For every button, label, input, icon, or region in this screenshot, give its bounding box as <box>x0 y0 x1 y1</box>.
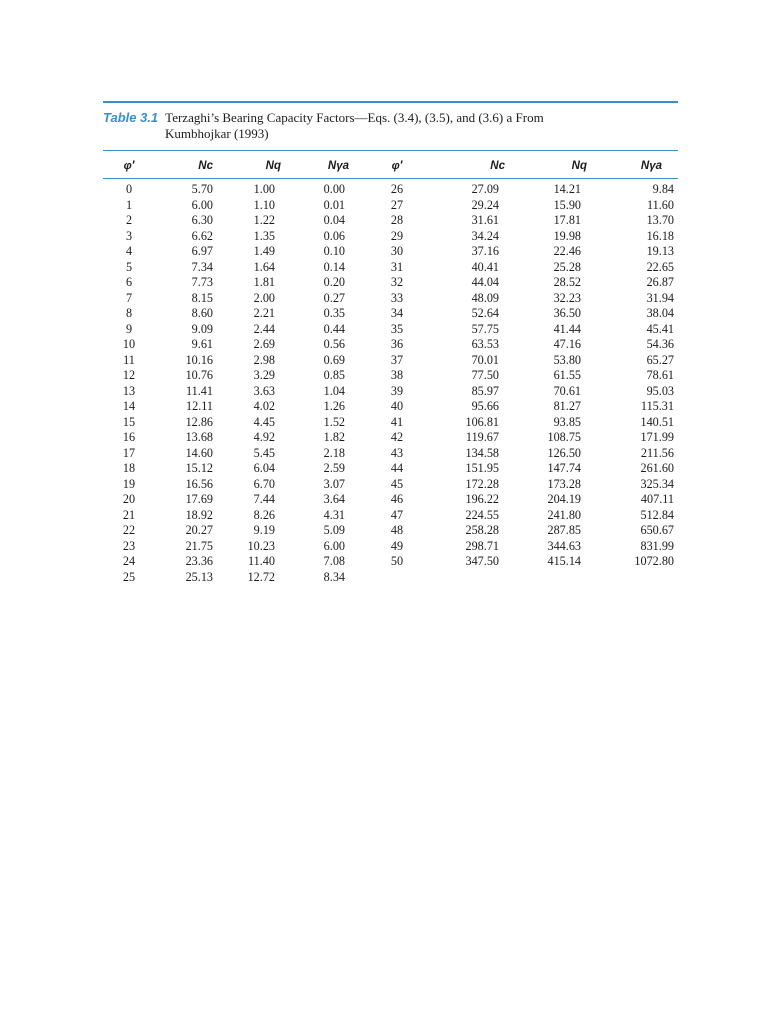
cell-phi-right: 38 <box>390 368 404 382</box>
header-phi-left: φ′ <box>123 159 135 172</box>
cell-nq-right: 17.81 <box>553 213 581 227</box>
table-row <box>103 477 678 493</box>
cell-phi-left: 6 <box>125 275 133 289</box>
cell-nc-left: 12.11 <box>186 399 213 413</box>
table-row <box>103 461 678 477</box>
cell-phi-right <box>365 570 429 586</box>
cell-ngamma-right: 512.84 <box>640 507 674 522</box>
cell-nc-right: 37.16 <box>471 244 499 258</box>
cell-phi-right: 35 <box>390 321 404 336</box>
cell-phi-right: 39 <box>390 383 404 398</box>
cell-nc-left: 8.60 <box>191 306 213 320</box>
table-row <box>103 337 678 353</box>
cell-phi-right: 50 <box>390 554 404 568</box>
cell-ngamma-right: 1072.80 <box>634 554 674 568</box>
cell-nc-right: 44.04 <box>471 275 499 289</box>
cell-nq-right: 15.90 <box>553 197 581 212</box>
cell-ngamma-right: 115.31 <box>640 399 674 413</box>
cell-nc-right: 95.66 <box>471 399 499 413</box>
cell-phi-right: 48 <box>390 523 404 537</box>
cell-nq-right: 108.75 <box>547 430 581 444</box>
cell-nc-right: 63.53 <box>471 337 499 351</box>
cell-nq-right: 204.19 <box>547 492 581 506</box>
cell-phi-right: 40 <box>390 399 404 413</box>
cell-ngamma-left: 0.14 <box>323 259 345 274</box>
table-row <box>103 368 678 384</box>
cell-nc-right: 48.09 <box>471 290 499 305</box>
cell-ngamma-left: 0.35 <box>323 306 345 320</box>
cell-ngamma-right: 22.65 <box>646 259 674 274</box>
cell-nc-left: 13.68 <box>185 430 213 444</box>
cell-phi-left: 13 <box>122 383 136 398</box>
cell-nq-left: 8.26 <box>253 507 275 522</box>
cell-phi-right: 32 <box>390 275 404 289</box>
cell-ngamma-left: 0.27 <box>323 290 345 305</box>
cell-phi-left: 18 <box>122 461 136 475</box>
cell-nq-right: 147.74 <box>547 461 581 475</box>
cell-ngamma-right: 31.94 <box>646 290 674 305</box>
cell-phi-left: 19 <box>122 476 136 491</box>
cell-nq-left: 1.49 <box>253 244 275 258</box>
cell-nq-right: 53.80 <box>553 352 581 367</box>
cell-nq-right: 344.63 <box>547 538 581 553</box>
cell-nq-left: 2.00 <box>253 290 275 305</box>
cell-phi-right: 28 <box>390 213 404 227</box>
cell-phi-right: 31 <box>390 259 404 274</box>
table-title-line-2: Kumbhojkar (1993) <box>165 126 269 141</box>
cell-nq-left: 1.22 <box>253 213 275 227</box>
table-title-line-1: Terzaghi’s Bearing Capacity Factors—Eqs. (3.4), (3.5), and (3.6) a From <box>165 110 544 125</box>
cell-nc-left: 15.12 <box>185 461 213 475</box>
cell-nc-right: 57.75 <box>471 321 499 336</box>
cell-nc-left: 7.34 <box>191 259 213 274</box>
cell-nc-left: 17.69 <box>185 492 213 506</box>
cell-nc-left: 16.56 <box>185 476 213 491</box>
cell-ngamma-left: 6.00 <box>323 538 345 553</box>
cell-ngamma-left: 1.26 <box>323 399 345 413</box>
cell-nq-right: 47.16 <box>553 337 581 351</box>
cell-nc-right: 347.50 <box>465 554 499 568</box>
table-row <box>103 492 678 508</box>
cell-nq-left: 2.44 <box>253 321 275 336</box>
cell-nq-right: 14.21 <box>553 182 581 196</box>
cell-ngamma-left: 2.18 <box>323 445 345 460</box>
cell-nc-left: 8.15 <box>191 290 213 305</box>
cell-phi-left: 17 <box>122 445 136 460</box>
cell-nq-right: 173.28 <box>547 476 581 491</box>
cell-ngamma-right: 831.99 <box>640 538 674 553</box>
cell-nq-left: 6.04 <box>253 461 275 475</box>
cell-ngamma-right: 65.27 <box>646 352 674 367</box>
cell-nc-right: 196.22 <box>465 492 499 506</box>
cell-ngamma-left: 7.08 <box>323 554 345 568</box>
cell-nc-right: 151.95 <box>465 461 499 475</box>
cell-phi-left: 22 <box>122 523 136 537</box>
cell-nc-right: 172.28 <box>465 476 499 491</box>
cell-ngamma-right: 9.84 <box>652 182 674 196</box>
cell-ngamma-left: 8.34 <box>323 569 345 584</box>
cell-phi-right: 29 <box>390 228 404 243</box>
cell-nq-right: 22.46 <box>553 244 581 258</box>
cell-phi-right: 33 <box>390 290 404 305</box>
cell-phi-left: 21 <box>122 507 136 522</box>
cell-nc-right: 119.67 <box>465 430 499 444</box>
cell-nq-left: 1.35 <box>253 228 275 243</box>
cell-nq-right: 415.14 <box>547 554 581 568</box>
table-header-top-rule <box>103 150 678 151</box>
table-row <box>103 446 678 462</box>
cell-nc-right: 40.41 <box>471 259 499 274</box>
cell-ngamma-right: 140.51 <box>640 414 674 429</box>
cell-ngamma-right: 26.87 <box>646 275 674 289</box>
cell-ngamma-left: 0.20 <box>323 275 345 289</box>
cell-nq-right: 36.50 <box>553 306 581 320</box>
cell-phi-left: 23 <box>122 538 136 553</box>
cell-nq-left: 9.19 <box>253 523 275 537</box>
table-row <box>103 570 678 586</box>
cell-ngamma-left: 0.06 <box>323 228 345 243</box>
table-label: Table 3.1 <box>103 110 159 125</box>
cell-nc-left: 10.16 <box>185 352 213 367</box>
table-row <box>103 275 678 291</box>
cell-nc-left: 12.86 <box>185 414 213 429</box>
cell-ngamma-right: 38.04 <box>646 306 674 320</box>
cell-phi-right: 34 <box>390 306 404 320</box>
cell-nc-right: 224.55 <box>465 507 499 522</box>
table-row <box>103 198 678 214</box>
cell-nc-left: 21.75 <box>185 538 213 553</box>
cell-phi-left: 8 <box>125 306 133 320</box>
cell-ngamma-right: 95.03 <box>646 383 674 398</box>
cell-phi-left: 0 <box>125 182 133 196</box>
cell-nq-left: 11.40 <box>248 554 275 568</box>
cell-phi-left: 15 <box>122 414 136 429</box>
table-row <box>103 539 678 555</box>
cell-phi-left: 25 <box>122 569 136 584</box>
cell-nc-right: 258.28 <box>465 523 499 537</box>
cell-phi-right: 30 <box>390 244 404 258</box>
cell-phi-right: 27 <box>390 197 404 212</box>
cell-nc-left: 6.00 <box>191 197 213 212</box>
cell-phi-left: 16 <box>122 430 136 444</box>
cell-nc-left: 25.13 <box>185 569 213 584</box>
cell-ngamma-left: 1.52 <box>323 414 345 429</box>
cell-nq-left: 2.98 <box>253 352 275 367</box>
cell-nc-left: 5.70 <box>191 182 213 196</box>
cell-nc-left: 23.36 <box>185 554 213 568</box>
cell-nc-left: 11.41 <box>186 383 213 398</box>
header-nc-left: Nc <box>198 159 213 172</box>
table-row <box>103 291 678 307</box>
cell-ngamma-left: 5.09 <box>323 523 345 537</box>
cell-nq-left: 3.63 <box>253 383 275 398</box>
header-nc-right: Nc <box>490 159 505 172</box>
cell-phi-right: 42 <box>390 430 404 444</box>
table-body <box>103 178 678 585</box>
cell-nq-left: 12.72 <box>247 569 275 584</box>
cell-nq-right: 25.28 <box>553 259 581 274</box>
table-top-rule <box>103 101 678 103</box>
table-row <box>103 178 678 198</box>
cell-nq-left: 1.81 <box>253 275 275 289</box>
cell-phi-left: 20 <box>122 492 136 506</box>
cell-ngamma-right: 11.60 <box>647 197 674 212</box>
cell-phi-left: 10 <box>122 337 136 351</box>
cell-nc-right: 134.58 <box>465 445 499 460</box>
cell-nc-left: 6.62 <box>191 228 213 243</box>
cell-nc-right: 106.81 <box>465 414 499 429</box>
cell-nc-left: 18.92 <box>185 507 213 522</box>
cell-ngamma-right: 171.99 <box>640 430 674 444</box>
cell-ngamma-left: 0.00 <box>323 182 345 196</box>
cell-nc-left: 6.30 <box>191 213 213 227</box>
cell-nc-left: 9.09 <box>191 321 213 336</box>
cell-phi-left: 7 <box>125 290 133 305</box>
cell-nq-left: 5.45 <box>253 445 275 460</box>
cell-ngamma-left: 0.69 <box>323 352 345 367</box>
header-nq-left: Nq <box>265 159 281 172</box>
cell-nq-left: 1.10 <box>253 197 275 212</box>
cell-phi-left: 2 <box>125 213 133 227</box>
cell-nc-left: 9.61 <box>191 337 213 351</box>
cell-ngamma-left: 0.01 <box>323 197 345 212</box>
header-phi-right: φ′ <box>391 159 403 172</box>
table-row <box>103 554 678 570</box>
cell-nq-left: 10.23 <box>247 538 275 553</box>
cell-nq-right <box>521 570 603 586</box>
cell-ngamma-left: 0.04 <box>323 213 345 227</box>
cell-phi-right: 37 <box>390 352 404 367</box>
cell-nq-right: 126.50 <box>547 445 581 460</box>
cell-ngamma-left: 3.64 <box>323 492 345 506</box>
header-nq-right: Nq <box>571 159 587 172</box>
cell-ngamma-right: 650.67 <box>640 523 674 537</box>
cell-phi-right: 36 <box>390 337 404 351</box>
table-row <box>103 306 678 322</box>
table-row <box>103 244 678 260</box>
cell-nq-right: 28.52 <box>553 275 581 289</box>
cell-phi-right: 26 <box>390 182 404 196</box>
cell-nc-right: 27.09 <box>471 182 499 196</box>
cell-nc-right: 34.24 <box>471 228 499 243</box>
cell-ngamma-left: 4.31 <box>323 507 345 522</box>
table-row <box>103 430 678 446</box>
cell-nc-left: 20.27 <box>185 523 213 537</box>
cell-nc-right <box>429 570 521 586</box>
cell-phi-right: 43 <box>390 445 404 460</box>
cell-nq-right: 241.80 <box>547 507 581 522</box>
table-row <box>103 508 678 524</box>
table-row <box>103 260 678 276</box>
cell-nc-right: 31.61 <box>471 213 499 227</box>
cell-phi-left: 12 <box>122 368 136 382</box>
cell-ngamma-left: 1.04 <box>323 383 345 398</box>
cell-ngamma-right: 261.60 <box>640 461 674 475</box>
cell-nc-right: 77.50 <box>471 368 499 382</box>
cell-nq-right: 61.55 <box>553 368 581 382</box>
cell-nc-right: 298.71 <box>465 538 499 553</box>
cell-nq-right: 287.85 <box>547 523 581 537</box>
cell-nq-left: 3.29 <box>253 368 275 382</box>
cell-nc-left: 7.73 <box>191 275 213 289</box>
cell-ngamma-left: 0.56 <box>323 337 345 351</box>
cell-phi-left: 11 <box>123 352 135 367</box>
cell-nq-right: 19.98 <box>553 228 581 243</box>
cell-phi-right: 41 <box>390 414 404 429</box>
cell-phi-left: 3 <box>125 228 133 243</box>
cell-ngamma-left: 0.44 <box>323 321 345 336</box>
cell-phi-left: 4 <box>125 244 133 258</box>
cell-phi-right: 46 <box>390 492 404 506</box>
cell-ngamma-right: 211.56 <box>640 445 674 460</box>
cell-nq-left: 2.21 <box>253 306 275 320</box>
table-row <box>103 384 678 400</box>
cell-ngamma-left: 0.10 <box>323 244 345 258</box>
cell-ngamma-right: 78.61 <box>646 368 674 382</box>
table-row <box>103 399 678 415</box>
cell-nq-right: 41.44 <box>553 321 581 336</box>
table-row <box>103 415 678 431</box>
header-ngamma-left: Nγa <box>327 159 349 172</box>
cell-nq-left: 4.92 <box>253 430 275 444</box>
cell-phi-right: 49 <box>390 538 404 553</box>
cell-phi-right: 44 <box>390 461 404 475</box>
bearing-capacity-table <box>103 153 678 585</box>
cell-phi-left: 5 <box>125 259 133 274</box>
table-row <box>103 229 678 245</box>
cell-nq-left: 7.44 <box>253 492 275 506</box>
table-row <box>103 322 678 338</box>
cell-ngamma-left: 2.59 <box>323 461 345 475</box>
cell-nq-left: 1.00 <box>253 182 275 196</box>
cell-nq-right: 32.23 <box>553 290 581 305</box>
cell-ngamma-left: 1.82 <box>323 430 345 444</box>
cell-ngamma-right: 16.18 <box>646 228 674 243</box>
cell-ngamma-right: 325.34 <box>640 476 674 491</box>
cell-nq-right: 70.61 <box>553 383 581 398</box>
cell-nc-right: 29.24 <box>471 197 499 212</box>
cell-ngamma-left: 0.85 <box>323 368 345 382</box>
cell-ngamma-right: 19.13 <box>646 244 674 258</box>
cell-nc-right: 52.64 <box>471 306 499 320</box>
cell-phi-left: 14 <box>122 399 136 413</box>
cell-phi-left: 1 <box>125 197 133 212</box>
cell-nq-right: 93.85 <box>553 414 581 429</box>
cell-nc-right: 70.01 <box>471 352 499 367</box>
cell-ngamma-right: 407.11 <box>640 492 674 506</box>
cell-ngamma-right: 54.36 <box>646 337 674 351</box>
cell-phi-left: 24 <box>122 554 136 568</box>
table-row <box>103 213 678 229</box>
cell-phi-right: 47 <box>390 507 404 522</box>
cell-nq-left: 4.45 <box>253 414 275 429</box>
cell-nq-right: 81.27 <box>553 399 581 413</box>
cell-nc-right: 85.97 <box>471 383 499 398</box>
cell-ngamma-right: 45.41 <box>646 321 674 336</box>
cell-nq-left: 6.70 <box>253 476 275 491</box>
cell-phi-right: 45 <box>390 476 404 491</box>
cell-ngamma-right: 13.70 <box>646 213 674 227</box>
cell-nc-left: 14.60 <box>185 445 213 460</box>
cell-ngamma-right <box>603 570 678 586</box>
cell-phi-left: 9 <box>125 321 133 336</box>
cell-nc-left: 6.97 <box>191 244 213 258</box>
header-ngamma-right: Nγa <box>640 159 662 172</box>
table-caption <box>103 110 678 142</box>
cell-nc-left: 10.76 <box>185 368 213 382</box>
table-row <box>103 353 678 369</box>
table-row <box>103 523 678 539</box>
cell-nq-left: 2.69 <box>253 337 275 351</box>
cell-nq-left: 1.64 <box>253 259 275 274</box>
cell-nq-left: 4.02 <box>253 399 275 413</box>
table-header-row <box>103 153 678 178</box>
cell-ngamma-left: 3.07 <box>323 476 345 491</box>
